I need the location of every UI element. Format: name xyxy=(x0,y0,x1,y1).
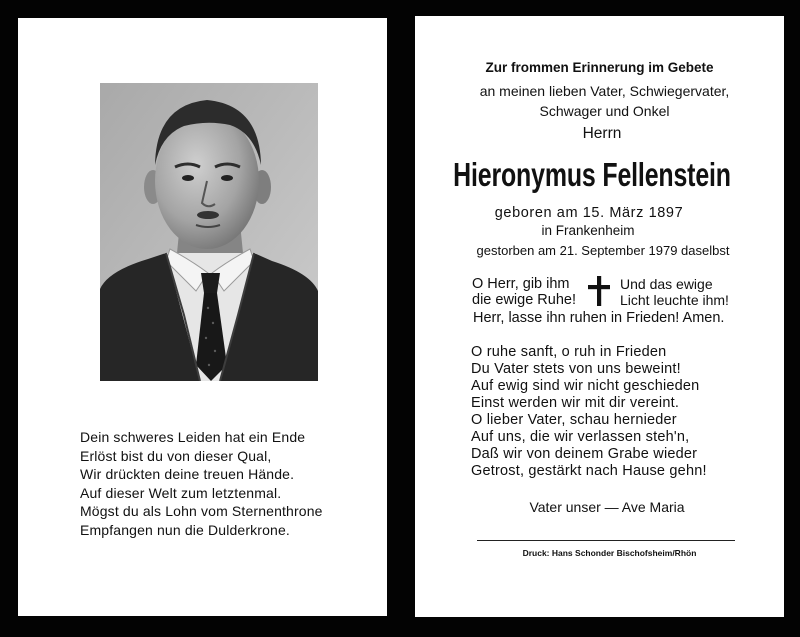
left-poem-line: Dein schweres Leiden hat ein Ende xyxy=(80,429,306,445)
prayer-left-line: die ewige Ruhe! xyxy=(472,292,576,308)
right-poem-line: Auf ewig sind wir nicht geschieden xyxy=(471,378,700,394)
prayer-closing: Herr, lasse ihn ruhen in Frieden! Amen. xyxy=(473,310,725,326)
left-poem xyxy=(80,428,323,539)
left-poem-line: Wir drückten deine treuen Hände. xyxy=(80,466,295,482)
birth-date: geboren am 15. März 1897 xyxy=(494,205,684,221)
right-poem-line: Du Vater stets von uns beweint! xyxy=(471,361,681,377)
left-poem-line: Mögst du als Lohn vom Sternenthrone xyxy=(80,503,323,519)
prayer-right-line: Und das ewige xyxy=(620,276,713,292)
right-poem xyxy=(471,344,707,480)
deceased-name: Hieronymus Fellenstein xyxy=(453,156,731,193)
right-poem-line: Getrost, gestärkt nach Hause gehn! xyxy=(471,463,707,479)
left-poem-line: Auf dieser Welt zum letztenmal. xyxy=(80,484,282,501)
memorial-heading: Zur frommen Erinnerung im Gebete xyxy=(485,60,714,75)
dedication-line: Schwager und Onkel xyxy=(539,103,670,119)
portrait-eye-left xyxy=(182,175,194,181)
printer-credit: Druck: Hans Schonder Bischofsheim/Rhön xyxy=(522,548,697,558)
birth-place: in Frankenheim xyxy=(541,223,635,238)
right-poem-line: Daß wir von deinem Grabe wieder xyxy=(471,446,698,462)
prayer-right-line: Licht leuchte ihm! xyxy=(620,292,729,308)
right-poem-line: O lieber Vater, schau hernieder xyxy=(471,412,677,428)
salutation: Herrn xyxy=(582,125,622,142)
prayer-left-line: O Herr, gib ihm xyxy=(472,276,570,292)
left-poem-line: Empfangen nun die Dulderkrone. xyxy=(80,521,290,538)
death-date: gestorben am 21. September 1979 daselbst xyxy=(476,243,730,258)
portrait-mustache xyxy=(197,211,219,219)
right-page xyxy=(415,16,784,617)
latin-cross-icon xyxy=(588,276,610,306)
closing-prayers: Vater unser — Ave Maria xyxy=(529,499,685,515)
portrait-eye-right xyxy=(221,175,233,181)
right-poem-line: O ruhe sanft, o ruh in Frieden xyxy=(471,344,667,360)
right-poem-line: Einst werden wir mit dir vereint. xyxy=(471,395,680,411)
dedication-line: an meinen lieben Vater, Schwiegervater, xyxy=(479,83,730,99)
portrait-photo xyxy=(100,83,318,381)
left-poem-line: Erlöst bist du von dieser Qual, xyxy=(80,447,272,464)
divider xyxy=(477,540,735,541)
left-page xyxy=(18,18,387,616)
portrait-tie-knot xyxy=(201,273,220,293)
right-poem-line: Auf uns, die wir verlassen steh'n, xyxy=(471,429,690,445)
